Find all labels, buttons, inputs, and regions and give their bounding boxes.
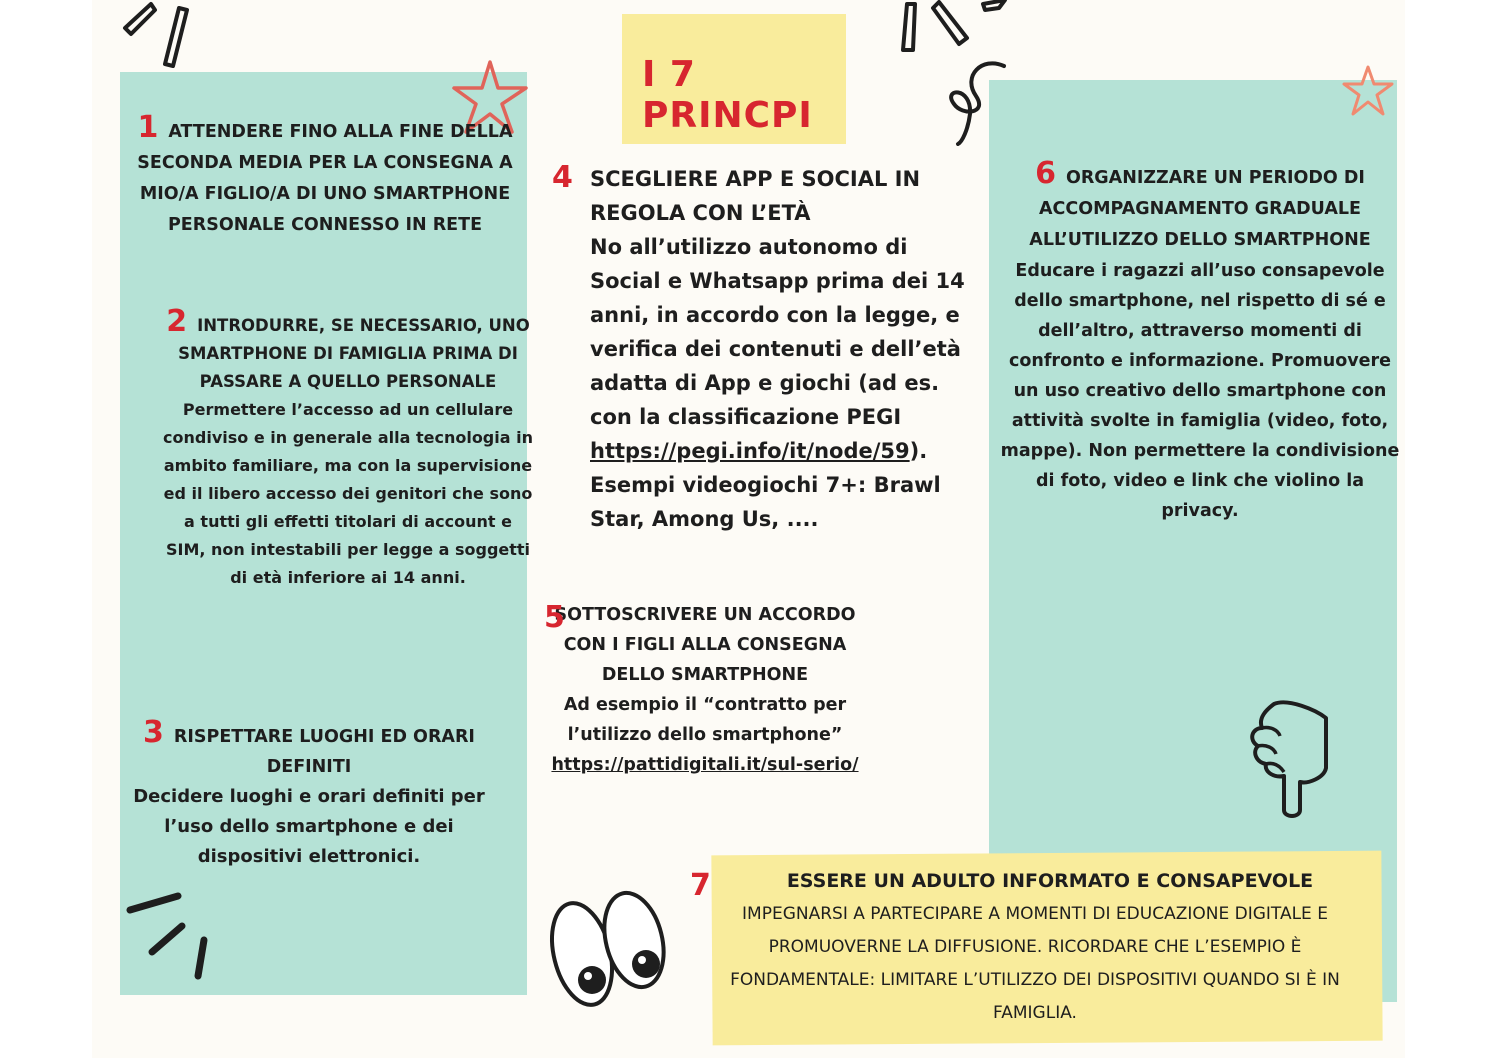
principle-6-heading-text: ORGANIZZARE UN PERIODO DI ACCOMPAGNAMENTO GRADUALE ALL’UTILIZZO DELLO SMARTPHONE: [1029, 168, 1371, 250]
principle-6: [995, 158, 1405, 526]
principle-4-body-text: No all’utilizzo autonomo di Social e Whatsapp prima dei 14 anni, in accordo con la legge, e verifica dei contenuti e dell’età adatta di App e giochi (ad es. con la classificazione PEGI: [590, 235, 965, 429]
principle-3-body: Decidere luoghi e orari definiti per l’uso dello smartphone e dei dispositivi elettronici.: [133, 786, 485, 867]
principle-2-heading-text: INTRODURRE, SE NECESSARIO, UNO SMARTPHONE DI FAMIGLIA PRIMA DI PASSARE A QUELLO PERSONALE: [178, 316, 530, 391]
cartoon-eyes-icon: [546, 884, 672, 1014]
principle-1-number: 1: [137, 110, 159, 145]
page-title: I 7 PRINCPI: [642, 54, 813, 136]
principle-1: [135, 112, 515, 241]
principle-6-heading: [995, 158, 1405, 256]
pegi-link[interactable]: https://pegi.info/it/node/59: [590, 439, 910, 463]
principle-7-number: 7: [690, 868, 711, 903]
burst-lines-icon: [124, 886, 224, 986]
principle-6-body: Educare i ragazzi all’uso consapevole dello smartphone, nel rispetto di sé e dell’altro, attraverso momenti di confronto e informazione. Promuovere un uso creativo dello smartphone con attività svolte in famiglia (video, foto, mappe). Non permettere la condivisione di foto, video e link che violino la privacy.: [1000, 261, 1400, 521]
principle-1-heading-text: ATTENDERE FINO ALLA FINE DELLA SECONDA MEDIA PER LA CONSEGNA A MIO/A FIGLIO/A DI UNO SMARTPHONE PERSONALE CONNESSO IN RETE: [137, 122, 513, 235]
star-outline-icon: [1342, 64, 1394, 118]
principle-4-heading: SCEGLIERE APP E SOCIAL IN REGOLA CON L’ETÀ: [590, 167, 921, 225]
principle-2-number: 2: [166, 304, 188, 339]
principle-2-body: Permettere l’accesso ad un cellulare condiviso e in generale alla tecnologia in ambito familiare, ma con la supervisione ed il libero accesso dei genitori che sono a tutti gli effetti titolari di account e SIM, non intestabili per legge a soggetti di età inferiore ai 14 anni.: [163, 400, 533, 587]
principle-3-heading: [124, 715, 494, 782]
principle-7-heading: ESSERE UN ADULTO INFORMATO E CONSAPEVOLE: [786, 870, 1314, 892]
pattidigitali-link[interactable]: https://pattidigitali.it/sul-serio/: [551, 755, 859, 775]
principle-7: [690, 864, 1370, 1030]
curl-doodle-icon: [932, 56, 1012, 146]
principle-5-body: Ad esempio il “contratto per l’utilizzo dello smartphone”: [563, 695, 847, 745]
principle-3-heading-text: RISPETTARE LUOGHI ED ORARI DEFINITI: [173, 727, 475, 777]
principle-4-body: [552, 230, 972, 536]
principle-5: [540, 600, 870, 780]
principle-7-body: IMPEGNARSI A PARTECIPARE A MOMENTI DI EDUCAZIONE DIGITALE E PROMUOVERNE LA DIFFUSIONE. RICORDARE CHE L’ESEMPIO È FONDAMENTALE: LIMITARE L’UTILIZZO DEI DISPOSITIVI QUANDO SI È IN FAMIGLIA.: [730, 904, 1340, 1023]
principle-5-heading: SOTTOSCRIVERE UN ACCORDO CON I FIGLI ALLA CONSEGNA DELLO SMARTPHONE: [554, 605, 856, 685]
principle-2: [162, 304, 534, 592]
principle-2-heading: [162, 304, 534, 396]
principle-5-number: 5: [544, 600, 565, 635]
burst-lines-icon: [115, 0, 205, 70]
principle-4-body-text-end: ). Esempi videogiochi 7+: Brawl Star, Among Us, ....: [590, 439, 941, 531]
principle-3-number: 3: [143, 715, 164, 750]
principle-6-number: 6: [1035, 156, 1056, 191]
principle-3: [124, 715, 494, 872]
principle-1-heading: [135, 112, 515, 241]
principle-4: [552, 162, 972, 536]
burst-lines-icon: [895, 0, 1015, 60]
pointing-hand-icon: [1244, 696, 1336, 818]
principle-4-number: 4: [552, 160, 573, 195]
